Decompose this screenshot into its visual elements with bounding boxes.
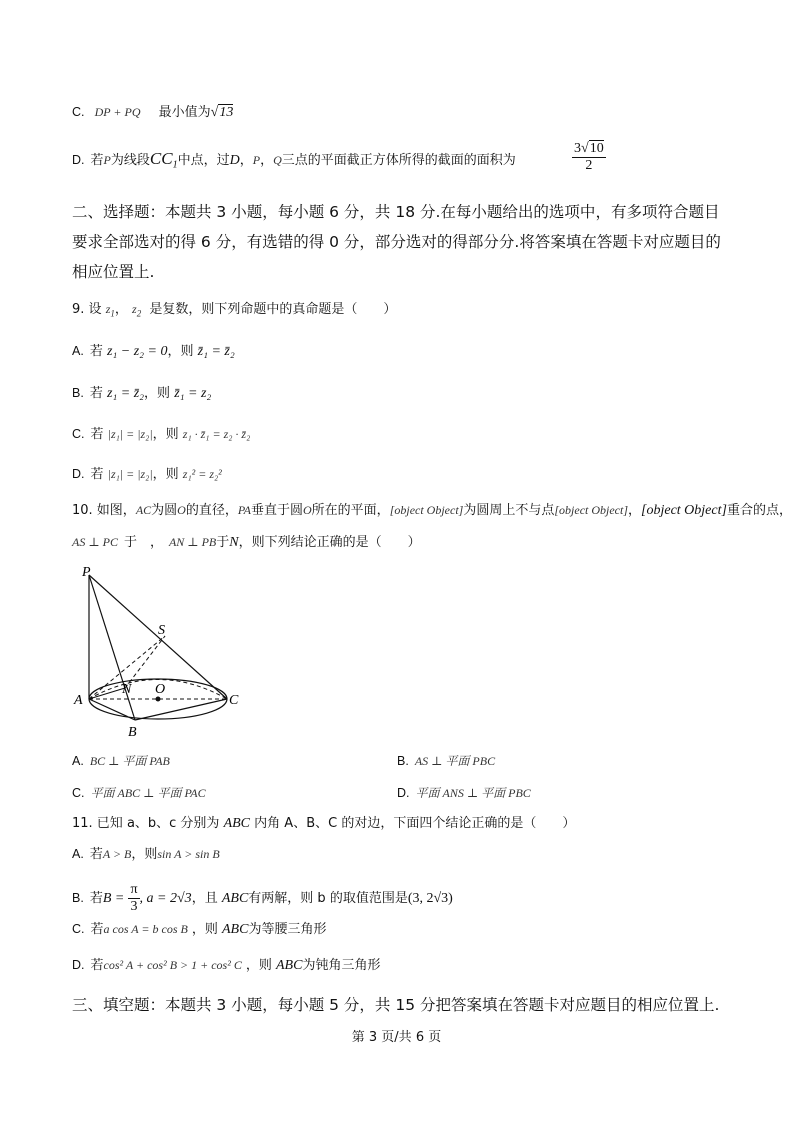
- line-pb: [89, 575, 135, 720]
- fraction-denominator: 2: [585, 158, 593, 173]
- text: ，则: [152, 467, 179, 482]
- math-var: [object Object]: [554, 503, 629, 517]
- text: 为圆: [151, 503, 178, 518]
- math-expr: |z₁| = |z₂|: [107, 467, 153, 481]
- pi-over-3: [128, 882, 139, 915]
- math-var: O: [177, 503, 186, 517]
- q8-option-d: [72, 150, 516, 175]
- text: 若: [89, 891, 103, 906]
- line-bc: [135, 699, 227, 720]
- text: 为线段: [110, 153, 150, 168]
- option-label: A.: [72, 754, 84, 768]
- math-expr: B =: [102, 891, 125, 906]
- math-var: [object Object]: [389, 503, 464, 517]
- text: ，则: [152, 427, 179, 442]
- q11-stem: [72, 815, 575, 833]
- text: 于: [216, 535, 230, 550]
- text: 若: [90, 153, 104, 168]
- math-expr: z₁² = z₂²: [182, 467, 222, 481]
- math-expr: , a = 2√3: [139, 891, 192, 906]
- text: 重合的点，: [726, 503, 792, 518]
- q8-option-c: [72, 103, 233, 122]
- q9-stem: 9. 设 $z_1$， $z_2$ 是复数，则下列命题中的真命题是（ ）: [72, 302, 397, 319]
- q10-option-a: [72, 752, 170, 771]
- math-var: P: [103, 153, 111, 167]
- text: 为钝角三角形: [302, 958, 381, 973]
- q11-option-a: [72, 845, 220, 864]
- text: 若: [89, 847, 103, 862]
- math-expr: AS ⊥ PC: [72, 535, 118, 549]
- num-coef: 3: [574, 141, 581, 156]
- math-expr: AS ⊥ 平面 PBC: [414, 754, 496, 768]
- math-sub: 1: [172, 159, 178, 171]
- math-var: [object Object]: [641, 503, 727, 518]
- math-seg: CC: [149, 149, 173, 168]
- text: 所在的平面，: [311, 503, 390, 518]
- q11-option-b: [72, 882, 453, 915]
- math-sub: 2: [136, 308, 142, 319]
- math-var: ABC: [222, 922, 249, 937]
- text: 有两解，则 b 的取值范围是: [248, 891, 408, 906]
- label-p: P: [82, 565, 91, 580]
- label-b: B: [128, 725, 137, 740]
- math-expr: cos² A + cos² B > 1 + cos² C: [103, 958, 242, 972]
- text: 10. 如图，: [72, 503, 136, 518]
- q9-option-c: [72, 425, 250, 444]
- label-o: O: [155, 682, 166, 697]
- math-expr: z̄₁ = z₂: [174, 386, 212, 401]
- math-var: z: [132, 302, 137, 316]
- math-expr: DP + PQ: [94, 105, 141, 119]
- math-var: Q: [273, 153, 282, 167]
- page-footer: 第 3 页/共 6 页: [351, 1030, 442, 1045]
- text: 内角 A、B、C 的对边，下面四个结论正确的是（ ）: [254, 816, 576, 831]
- option-label: D.: [72, 467, 85, 481]
- math-expr: 平面 ABC ⊥ 平面 PAC: [90, 786, 206, 800]
- text: 若: [89, 344, 103, 359]
- label-a: A: [74, 693, 83, 708]
- section-3-heading: 三、填空题：本题共 3 小题，每小题 5 分，共 15 分把答案填在答题卡对应题目的相应位置上.: [72, 996, 720, 1014]
- fraction-denominator: 3: [130, 899, 138, 914]
- option-label: C.: [72, 786, 85, 800]
- math-var: O: [303, 503, 312, 517]
- math-var: z: [105, 302, 111, 316]
- label-s: S: [158, 623, 165, 638]
- text: ，: [260, 153, 274, 168]
- math-var: N: [229, 535, 239, 550]
- q10-stem-line1: [72, 501, 792, 520]
- text: 9. 设: [72, 302, 102, 317]
- text: ，则下列结论正确的是（ ）: [238, 535, 421, 550]
- text: 中点，过: [177, 153, 230, 168]
- q10-option-d: [397, 784, 531, 803]
- math-expr: sin A > sin B: [157, 847, 220, 861]
- math-expr: A > B: [102, 847, 132, 861]
- label-n: N: [122, 682, 132, 697]
- math-var: AC: [135, 503, 152, 517]
- option-label: C.: [72, 427, 85, 441]
- q10-geometry-figure: [70, 560, 250, 740]
- text: 垂直于圆: [250, 503, 303, 518]
- math-expr: AN ⊥ PB: [168, 535, 217, 549]
- math-expr: z₁ − z₂ = 0: [106, 344, 168, 359]
- text: 三点的平面截正方体所得的截面的面积为: [281, 153, 516, 168]
- text: ，则: [144, 386, 171, 401]
- option-text: 最小值为: [158, 105, 211, 120]
- math-expr: z̄₁ = z̄₂: [197, 344, 235, 359]
- math-var: ABC: [275, 958, 303, 973]
- option-label: D.: [72, 153, 85, 167]
- q10-option-c: [72, 784, 206, 803]
- text: 为圆周上不与点: [463, 503, 555, 518]
- text: 为等腰三角形: [248, 922, 327, 937]
- option-label: D.: [397, 786, 410, 800]
- text: 若: [89, 386, 103, 401]
- math-var: ABC: [221, 891, 249, 906]
- option-label: B.: [72, 891, 84, 905]
- q10-stem-line2: [72, 533, 421, 552]
- fraction-numerator: 3√10: [574, 141, 604, 156]
- math-var: ABC: [223, 816, 251, 831]
- text: ，则: [167, 344, 194, 359]
- text: 于 ，: [123, 535, 163, 550]
- text: 若: [90, 427, 104, 442]
- fraction-numerator: π: [130, 882, 138, 897]
- option-label: C.: [72, 922, 85, 936]
- num-rad: 10: [589, 141, 604, 156]
- math-expr: a cos A = b cos B: [103, 922, 188, 936]
- math-expr: |z₁| = |z₂|: [107, 427, 153, 441]
- math-expr: z₁ = z̄₂: [106, 386, 145, 401]
- sqrt-value: 13: [219, 105, 234, 120]
- math-var: PA: [237, 503, 251, 517]
- text: ，则: [245, 958, 272, 973]
- text: 是复数，则下列命题中的真命题是（ ）: [149, 302, 397, 317]
- text: ，则: [191, 922, 218, 937]
- line-ab: [89, 699, 135, 720]
- sqrt-expr: √13: [210, 105, 234, 120]
- text: 若: [90, 467, 104, 482]
- line-an: [89, 688, 125, 699]
- option-label: A.: [72, 847, 84, 861]
- q9-option-a: [72, 342, 235, 361]
- text: ，: [628, 503, 642, 518]
- option-label: B.: [72, 386, 84, 400]
- section-2-heading: 二、选择题：本题共 3 小题，每小题 6 分，共 18 分.在每小题给出的选项中，有多项符合题目要求全部选对的得 6 分，有选错的得 0 分，部分选对的得部分分.将答案填在答题卡对应题目的相应位置上.: [72, 203, 721, 281]
- text: 11. 已知 a、b、c 分别为: [72, 816, 220, 831]
- fraction-area: [572, 141, 606, 174]
- text: ，且: [191, 891, 218, 906]
- q10-option-b: [397, 752, 495, 771]
- text: ，则: [131, 847, 158, 862]
- q11-option-d: [72, 956, 380, 975]
- math-expr: BC ⊥ 平面 PAB: [89, 754, 170, 768]
- math-var: D: [229, 153, 240, 168]
- option-label: C.: [72, 105, 85, 119]
- option-label: D.: [72, 958, 85, 972]
- math-var: P: [252, 153, 261, 167]
- text: 若: [90, 958, 104, 973]
- center-dot: [156, 697, 161, 702]
- option-label: A.: [72, 344, 84, 358]
- option-label: B.: [397, 754, 409, 768]
- q11-option-c: [72, 920, 326, 939]
- math-expr: z₁ · z̄₁ = z₂ · z̄₂: [182, 427, 251, 441]
- label-c: C: [229, 693, 239, 708]
- q9-option-b: [72, 384, 211, 403]
- math-expr: (3, 2√3): [407, 891, 453, 906]
- text: ，: [239, 153, 253, 168]
- math-sub: 1: [110, 308, 115, 319]
- math-expr: 平面 ANS ⊥ 平面 PBC: [415, 786, 531, 800]
- text: 若: [90, 922, 104, 937]
- text: 的直径，: [185, 503, 238, 518]
- q9-option-d: [72, 465, 222, 484]
